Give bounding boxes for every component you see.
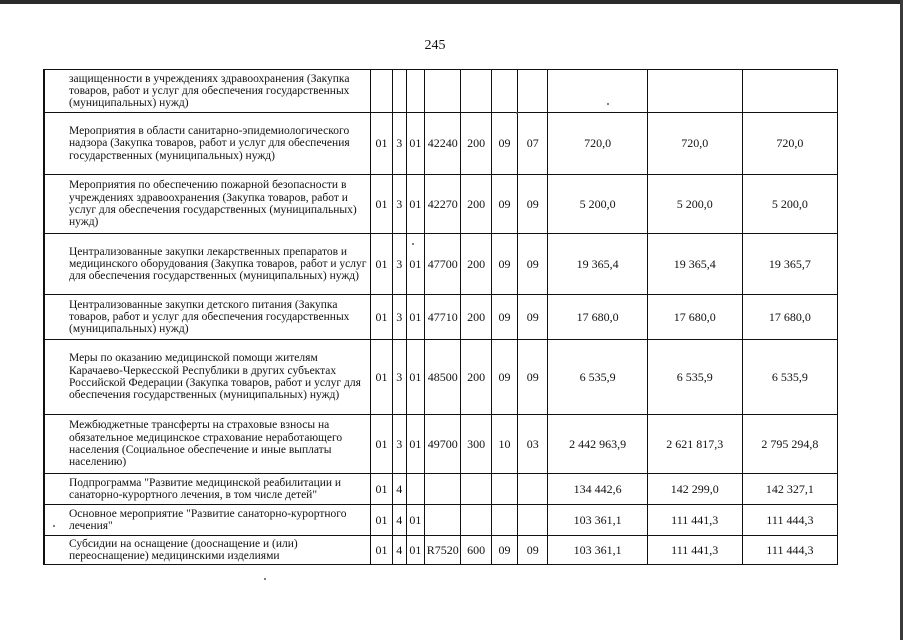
cell-code-6: 09	[491, 113, 517, 175]
cell-code-3: 01	[406, 536, 424, 565]
cell-code-5	[461, 70, 491, 113]
table-row	[44, 536, 838, 565]
cell-code-7: 09	[518, 340, 548, 415]
table-row	[44, 415, 838, 474]
table-row	[44, 113, 838, 175]
cell-amount-year-1: 19 365,4	[548, 234, 647, 295]
table-row	[44, 295, 838, 340]
cell-code-2: 4	[392, 536, 406, 565]
cell-amount-year-1: 2 442 963,9	[548, 415, 647, 474]
cell-code-2: 3	[392, 295, 406, 340]
cell-code-2: 3	[392, 234, 406, 295]
cell-code-4	[425, 70, 461, 113]
cell-code-2: 3	[392, 415, 406, 474]
cell-code-4: 47710	[425, 295, 461, 340]
cell-amount-year-1: 6 535,9	[548, 340, 647, 415]
cell-code-3: 01	[406, 295, 424, 340]
cell-code-1: 01	[371, 505, 392, 536]
cell-amount-year-3: 5 200,0	[742, 175, 837, 234]
table-row	[44, 175, 838, 234]
cell-code-1: 01	[371, 113, 392, 175]
cell-code-2: 3	[392, 113, 406, 175]
cell-code-6: 09	[491, 175, 517, 234]
table-row	[44, 340, 838, 415]
cell-code-3	[406, 70, 424, 113]
cell-amount-year-1: 103 361,1	[548, 536, 647, 565]
cell-code-1: 01	[371, 415, 392, 474]
cell-amount-year-2: 111 441,3	[647, 536, 742, 565]
cell-code-2: 3	[392, 340, 406, 415]
cell-code-1: 01	[371, 536, 392, 565]
row-name: Субсидии на оснащение (дооснащение и (или) переоснащение) медицинскими изделиями	[44, 536, 371, 565]
cell-code-5: 200	[461, 234, 491, 295]
cell-code-2: 4	[392, 474, 406, 505]
cell-code-6: 09	[491, 340, 517, 415]
table-row	[44, 474, 838, 505]
scan-speck	[412, 243, 414, 245]
cell-code-1: 01	[371, 340, 392, 415]
cell-amount-year-3: 19 365,7	[742, 234, 837, 295]
cell-amount-year-1: 103 361,1	[548, 505, 647, 536]
cell-code-4: R7520	[425, 536, 461, 565]
cell-code-2: 3	[392, 175, 406, 234]
cell-code-6: 09	[491, 536, 517, 565]
cell-amount-year-2: 720,0	[647, 113, 742, 175]
cell-code-4	[425, 505, 461, 536]
scan-speck	[607, 103, 609, 105]
cell-code-7: 09	[518, 295, 548, 340]
cell-code-4: 42240	[425, 113, 461, 175]
cell-code-3: 01	[406, 415, 424, 474]
cell-code-4: 47700	[425, 234, 461, 295]
table-body	[44, 70, 838, 565]
cell-amount-year-2	[647, 70, 742, 113]
cell-amount-year-2: 2 621 817,3	[647, 415, 742, 474]
cell-code-3: 01	[406, 505, 424, 536]
cell-code-1: 01	[371, 175, 392, 234]
page-number: 245	[424, 38, 446, 53]
cell-code-5: 600	[461, 536, 491, 565]
cell-amount-year-3: 2 795 294,8	[742, 415, 837, 474]
budget-table	[43, 69, 838, 565]
cell-code-3	[406, 474, 424, 505]
cell-amount-year-1: 134 442,6	[548, 474, 647, 505]
cell-code-1: 01	[371, 474, 392, 505]
cell-code-5: 200	[461, 175, 491, 234]
row-name: защищенности в учреждениях здравоохранения (Закупка товаров, работ и услуг для обеспечения государственных (муниципальных) нужд)	[44, 70, 371, 113]
cell-code-1	[371, 70, 392, 113]
cell-code-6	[491, 474, 517, 505]
cell-code-5: 200	[461, 295, 491, 340]
top-border	[0, 0, 903, 4]
cell-code-2: 4	[392, 505, 406, 536]
cell-code-7: 03	[518, 415, 548, 474]
cell-amount-year-3: 111 444,3	[742, 505, 837, 536]
cell-code-3: 01	[406, 113, 424, 175]
cell-code-4	[425, 474, 461, 505]
cell-amount-year-1	[548, 70, 647, 113]
scan-speck	[516, 112, 518, 114]
cell-code-7	[518, 474, 548, 505]
cell-code-7	[518, 70, 548, 113]
cell-amount-year-2: 17 680,0	[647, 295, 742, 340]
cell-code-3: 01	[406, 175, 424, 234]
cell-code-4: 42270	[425, 175, 461, 234]
row-name: Меры по оказанию медицинской помощи жителям Карачаево-Черкесской Республики в других субъектах Российской Федерации (Закупка товаров, работ и услуг для обеспечения государственных (муниципальных) нужд)	[44, 340, 371, 415]
cell-code-7: 09	[518, 536, 548, 565]
cell-code-3: 01	[406, 340, 424, 415]
cell-code-6: 09	[491, 295, 517, 340]
cell-code-1: 01	[371, 234, 392, 295]
cell-code-2	[392, 70, 406, 113]
cell-amount-year-2: 111 441,3	[647, 505, 742, 536]
cell-code-5	[461, 505, 491, 536]
cell-amount-year-3	[742, 70, 837, 113]
cell-amount-year-2: 5 200,0	[647, 175, 742, 234]
row-name: Основное мероприятие "Развитие санаторно-курортного лечения"	[44, 505, 371, 536]
cell-amount-year-1: 720,0	[548, 113, 647, 175]
cell-code-6	[491, 70, 517, 113]
row-name: Межбюджетные трансферты на страховые взносы на обязательное медицинское страхование неработающего населения (Социальное обеспечение и иные выплаты населению)	[44, 415, 371, 474]
cell-code-7: 09	[518, 175, 548, 234]
cell-code-5	[461, 474, 491, 505]
row-name: Мероприятия в области санитарно-эпидемиологического надзора (Закупка товаров, работ и услуг для обеспечения государственных (муниципальных) нужд)	[44, 113, 371, 175]
row-name: Подпрограмма "Развитие медицинской реабилитации и санаторно-курортного лечения, в том числе детей"	[44, 474, 371, 505]
row-name: Централизованные закупки детского питания (Закупка товаров, работ и услуг для обеспечения государственных (муниципальных) нужд)	[44, 295, 371, 340]
cell-code-7: 07	[518, 113, 548, 175]
cell-amount-year-2: 19 365,4	[647, 234, 742, 295]
cell-code-5: 200	[461, 113, 491, 175]
cell-code-4: 49700	[425, 415, 461, 474]
cell-amount-year-1: 17 680,0	[548, 295, 647, 340]
cell-amount-year-3: 720,0	[742, 113, 837, 175]
cell-amount-year-3: 142 327,1	[742, 474, 837, 505]
cell-code-6: 09	[491, 234, 517, 295]
cell-code-4: 48500	[425, 340, 461, 415]
cell-code-7: 09	[518, 234, 548, 295]
cell-amount-year-2: 6 535,9	[647, 340, 742, 415]
table-row	[44, 505, 838, 536]
cell-amount-year-3: 111 444,3	[742, 536, 837, 565]
cell-code-3: 01	[406, 234, 424, 295]
scan-speck	[264, 578, 266, 580]
cell-amount-year-1: 5 200,0	[548, 175, 647, 234]
cell-code-6	[491, 505, 517, 536]
cell-code-7	[518, 505, 548, 536]
cell-code-1: 01	[371, 295, 392, 340]
scan-speck	[53, 525, 55, 527]
cell-code-5: 300	[461, 415, 491, 474]
cell-amount-year-3: 6 535,9	[742, 340, 837, 415]
cell-code-5: 200	[461, 340, 491, 415]
row-name: Централизованные закупки лекарственных препаратов и медицинского оборудования (Закупка товаров, работ и услуг для обеспечения государственных (муниципальных) нужд)	[44, 234, 371, 295]
row-name: Мероприятия по обеспечению пожарной безопасности в учреждениях здравоохранения (Закупка товаров, работ и услуг для обеспечения государственных (муниципальных) нужд)	[44, 175, 371, 234]
cell-amount-year-3: 17 680,0	[742, 295, 837, 340]
table-row	[44, 70, 838, 113]
table-row	[44, 234, 838, 295]
cell-code-6: 10	[491, 415, 517, 474]
cell-amount-year-2: 142 299,0	[647, 474, 742, 505]
